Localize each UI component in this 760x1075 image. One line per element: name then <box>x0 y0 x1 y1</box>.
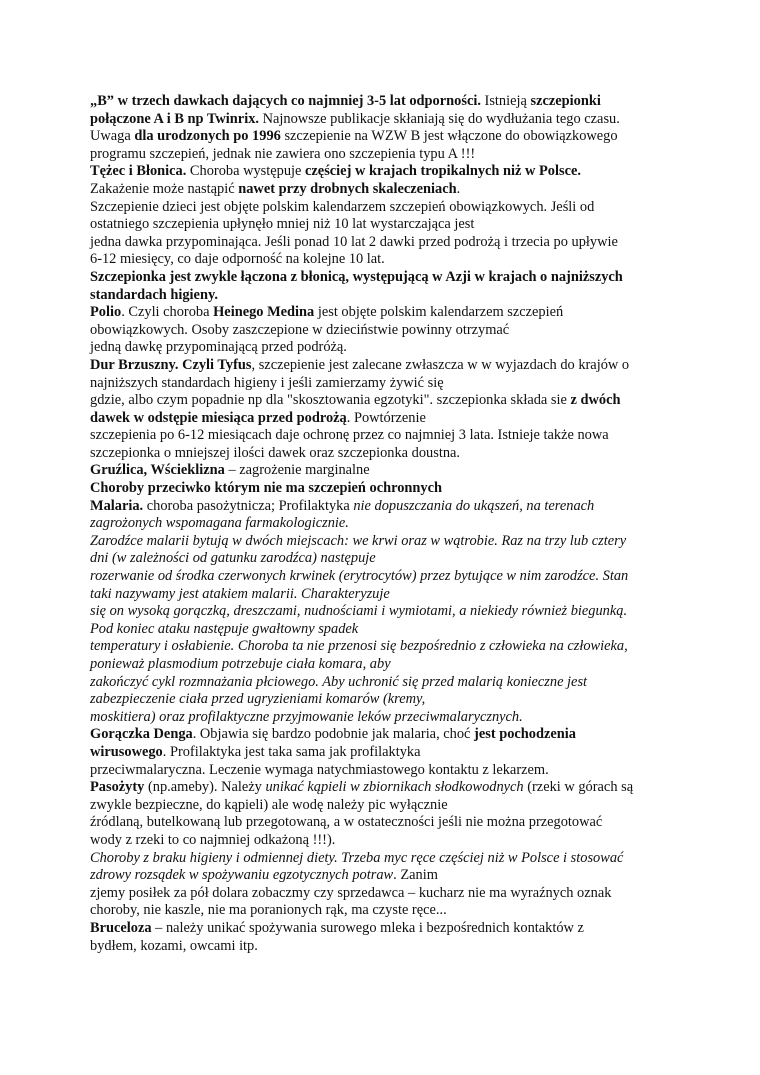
italic-text: rozerwanie od środka czerwonych krwinek (erytrocytów) przez bytujące w nim zarodźce. Stan <box>90 568 629 585</box>
text-line <box>90 480 670 498</box>
italic-text: się on wysoką gorączką, dreszczami, nudnościami i wymiotami, a niekiedy również biegunką. <box>90 603 628 620</box>
bold-text: Gorączka Denga <box>90 726 193 743</box>
text-line <box>90 357 670 375</box>
text-line <box>90 568 670 586</box>
italic-text: temperatury i osłabienie. Choroba ta nie przenosi się bezpośrednio z człowieka na człowieka, <box>90 638 628 655</box>
text-line <box>90 515 670 533</box>
text-line <box>90 902 670 920</box>
bold-text: nawet przy drobnych skaleczeniach <box>238 180 457 197</box>
text-run: gdzie, albo czym popadnie np dla "skosztowania egzotyki". szczepionka składa sie <box>90 392 571 409</box>
italic-text: Pod koniec ataku następuje gwałtowny spadek <box>90 620 359 637</box>
text-line <box>90 304 670 322</box>
text-run: ostatniego szczepienia upłynęło mniej niż 10 lat wystarczająca jest <box>90 216 475 233</box>
text-line <box>90 427 670 445</box>
bold-text: z dwóch <box>570 392 621 409</box>
text-line <box>90 216 670 234</box>
text-run: jedna dawka przypominająca. Jeśli ponad 10 lat 2 dawki przed podrożą i trzecia po upływie <box>90 233 618 250</box>
text-run: jedną dawkę przypominającą przed podróżą. <box>90 339 347 356</box>
text-line <box>90 234 670 252</box>
italic-text: Choroby z braku higieny i odmiennej diety. Trzeba myc ręce częściej niż w Polsce i stosować <box>90 849 624 866</box>
text-line <box>90 832 670 850</box>
text-line <box>90 797 670 815</box>
bold-text: Gruźlica, Wścieklizna <box>90 462 225 479</box>
text-line <box>90 867 670 885</box>
text-line <box>90 621 670 639</box>
bold-text: Malaria. <box>90 497 144 514</box>
text-line <box>90 111 670 129</box>
italic-text: dni (w zależności od gatunku zarodźca) następuje <box>90 550 376 567</box>
text-line <box>90 445 670 463</box>
text-run: zjemy posiłek za pół dolara zobaczmy czy sprzedawca – kucharz nie ma wyraźnych oznak <box>90 884 612 901</box>
text-run: Istnieją <box>480 93 531 109</box>
text-run: Choroba występuje <box>186 163 306 180</box>
text-line <box>90 779 670 797</box>
text-line <box>90 533 670 551</box>
bold-text: połączone A i B np Twinrix. <box>90 110 259 127</box>
text-line <box>90 93 670 111</box>
text-run: szczepionka o mniejszej ilości dawek oraz szczepionka doustna. <box>90 444 461 461</box>
text-run: (np.ameby). Należy <box>144 779 266 796</box>
text-line <box>90 146 670 164</box>
text-run: Uwaga <box>90 128 135 145</box>
text-run: Najnowsze publikacje skłaniają się do wydłużania tego czasu. <box>259 110 620 127</box>
text-line <box>90 410 670 428</box>
text-line <box>90 691 670 709</box>
text-line <box>90 375 670 393</box>
text-run: Zakażenie może nastąpić <box>90 180 239 197</box>
italic-text: unikać kąpieli w zbiornikach słodkowodnych <box>265 779 524 796</box>
italic-text: zagrożonych wspomagana farmakologicznie. <box>90 515 349 532</box>
text-run: Szczepienie dzieci jest objęte polskim kalendarzem szczepień obowiązkowych. Jeśli od <box>90 198 595 215</box>
text-line <box>90 603 670 621</box>
text-run: . Profilaktyka jest taka sama jak profilaktyka <box>162 743 421 760</box>
text-run: źródlaną, butelkowaną lub przegotowaną, a w ostateczności jeśli nie można przegotować <box>90 814 603 831</box>
text-line <box>90 814 670 832</box>
text-line <box>90 674 670 692</box>
text-line <box>90 550 670 568</box>
text-run: jest objęte polskim kalendarzem szczepień <box>314 304 564 321</box>
text-line <box>90 638 670 656</box>
text-run: , szczepienie jest zalecane zwłaszcza w w wyjazdach do krajów o <box>251 356 630 373</box>
text-line <box>90 938 670 956</box>
text-line <box>90 392 670 410</box>
italic-text: zakończyć cykl rozmnażania płciowego. Aby uchronić się przed malarią konieczne jest <box>90 673 588 690</box>
text-line <box>90 199 670 217</box>
italic-text: Zarodźce malarii bytują w dwóch miejscach: we krwi oraz w wątrobie. Raz na trzy lub cztery <box>90 532 627 549</box>
text-line <box>90 586 670 604</box>
text-run: . Zanim <box>393 867 438 884</box>
italic-text: nie dopuszczania do ukąszeń, na terenach <box>353 497 595 514</box>
bold-text: częściej w krajach tropikalnych niż w Polsce. <box>305 163 581 180</box>
bold-text: dawek w odstępie miesiąca przed podrożą <box>90 409 347 426</box>
text-run: programu szczepień, jednak nie zawiera ono szczepienia typu A !!! <box>90 145 476 162</box>
text-run: bydłem, kozami, owcami itp. <box>90 937 258 954</box>
italic-text: ponieważ plasmodium potrzebuje ciała komara, aby <box>90 656 391 672</box>
text-run: – należy unikać spożywania surowego mleka i bezpośrednich kontaktów z <box>151 919 584 936</box>
bold-text: Tężec i Błonica. <box>90 163 187 180</box>
text-line <box>90 128 670 146</box>
text-run: . Objawia się bardzo podobnie jak malaria, choć <box>192 726 475 743</box>
text-run: najniższych standardach higieny i jeśli zamierzamy żywić się <box>90 374 444 391</box>
bold-text: dla urodzonych po 1996 <box>134 128 281 145</box>
bold-text: „B” w trzech dawkach dających co najmniej 3-5 lat odporności. <box>90 93 481 109</box>
text-line <box>90 181 670 199</box>
text-run: zwykle bezpieczne, do kąpieli) ale wodę należy pic wyłącznie <box>90 796 448 813</box>
text-run: szczepienie na WZW B jest włączone do obowiązkowego <box>280 128 618 145</box>
text-line <box>90 251 670 269</box>
text-line <box>90 709 670 727</box>
text-line <box>90 322 670 340</box>
text-run: szczepienia po 6-12 miesiącach daje ochronę przez co najmniej 3 lata. Istnieje także nowa <box>90 427 609 444</box>
bold-text: Bruceloza <box>90 919 152 936</box>
text-line <box>90 726 670 744</box>
text-line <box>90 287 670 305</box>
bold-text: wirusowego <box>90 743 163 760</box>
bold-text: Heinego Medina <box>213 304 315 321</box>
italic-text: zabezpieczenie ciała przed ugryzieniami komarów (kremy, <box>90 691 426 708</box>
text-run: wody z rzeki to co najmniej odkażoną !!!). <box>90 831 336 848</box>
document-text <box>90 93 670 955</box>
italic-text: moskitiera) oraz profilaktyczne przyjmowanie leków przeciwmalarycznych. <box>90 708 523 725</box>
text-line <box>90 163 670 181</box>
text-line <box>90 462 670 480</box>
text-line <box>90 269 670 287</box>
text-run: . <box>456 180 461 197</box>
text-run: obowiązkowych. Osoby zaszczepione w dzieciństwie powinny otrzymać <box>90 321 510 338</box>
text-line <box>90 498 670 516</box>
bold-text: jest pochodzenia <box>474 726 576 743</box>
text-run: choroba pasożytnicza; Profilaktyka <box>143 497 354 514</box>
italic-text: taki nazywamy jest atakiem malarii. Charakteryzuje <box>90 585 390 602</box>
text-run: przeciwmalaryczna. Leczenie wymaga natychmiastowego kontaktu z lekarzem. <box>90 761 549 778</box>
text-line <box>90 762 670 780</box>
text-line <box>90 920 670 938</box>
text-run: 6-12 miesięcy, co daje odporność na kolejne 10 lat. <box>90 251 385 268</box>
text-line <box>90 885 670 903</box>
bold-text: Dur Brzuszny. Czyli Tyfus <box>90 356 252 373</box>
text-run: choroby, nie kaszle, nie ma poranionych rąk, ma czyste ręce... <box>90 902 447 919</box>
text-run: (rzeki w górach są <box>523 779 634 796</box>
text-line <box>90 850 670 868</box>
text-run: . Czyli choroba <box>121 304 214 321</box>
bold-text: Choroby przeciwko którym nie ma szczepień ochronnych <box>90 480 443 497</box>
bold-text: szczepionki <box>530 93 601 109</box>
bold-text: Pasożyty <box>90 779 145 796</box>
text-line <box>90 339 670 357</box>
bold-text: standardach higieny. <box>90 286 218 303</box>
text-line <box>90 744 670 762</box>
text-run: – zagrożenie marginalne <box>224 462 370 479</box>
bold-text: Polio <box>90 304 122 321</box>
bold-text: Szczepionka jest zwykle łączona z błonicą, występującą w Azji w krajach o najniższych <box>90 268 623 285</box>
italic-text: zdrowy rozsądek w spożywaniu egzotycznych potraw <box>90 867 394 884</box>
document-page <box>90 93 670 955</box>
text-run: . Powtórzenie <box>346 409 426 426</box>
text-line <box>90 656 670 674</box>
